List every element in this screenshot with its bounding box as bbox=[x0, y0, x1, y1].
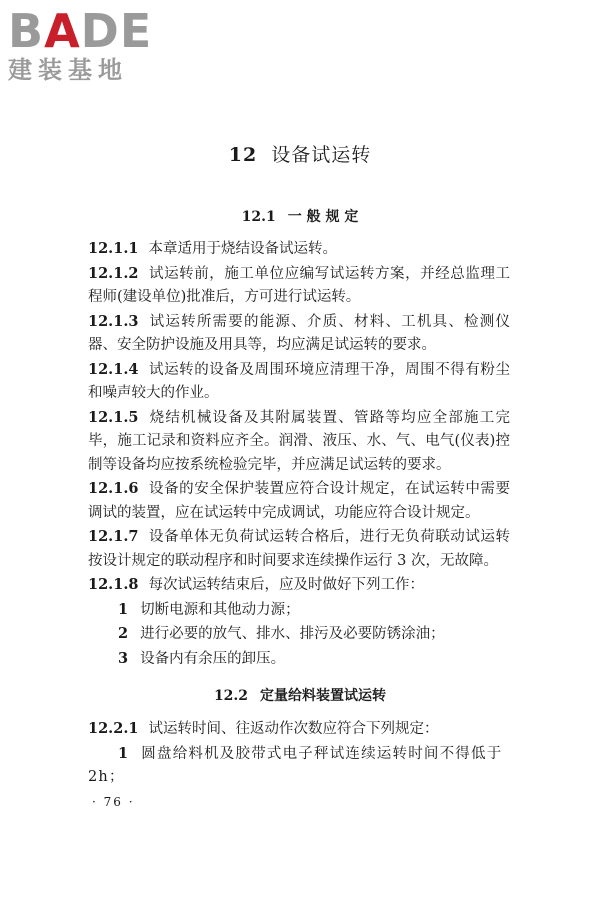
section-title: 定量给料装置试运转 bbox=[260, 688, 387, 704]
clause-12-1-3: 12.1.3 试运转所需要的能源、介质、材料、工机具、检测仪器、安全防护设施及用具等，均应满足试运转的要求。 bbox=[88, 312, 510, 353]
chapter-heading bbox=[0, 140, 600, 167]
chapter-number: 12 bbox=[228, 144, 258, 166]
section-heading-12-1 bbox=[0, 206, 600, 226]
list-item: 3 设备内有余压的卸压。 bbox=[118, 649, 286, 667]
list-item: 1 切断电源和其他动力源； bbox=[118, 600, 300, 618]
section-12-1-body bbox=[88, 237, 510, 671]
clause-12-1-2: 12.1.2 试运转前，施工单位应编写试运转方案，并经总监理工程师(建设单位)批准后，方可进行试运转。 bbox=[88, 264, 510, 305]
clause-12-1-5: 12.1.5 烧结机械设备及其附属装置、管路等均应全部施工完毕，施工记录和资料应齐全。润滑、液压、水、气、电气(仪表)控制等设备均应按系统检验完毕，并应满足试运转的要求。 bbox=[88, 408, 510, 473]
logo-subtitle: 建装基地 bbox=[8, 56, 128, 84]
section-title: 一 般 规 定 bbox=[287, 209, 359, 225]
clause-12-1-7: 12.1.7 设备单体无负荷试运转合格后，进行无负荷联动试运转按设计规定的联动程序和时间要求连续操作运行 3 次，无故障。 bbox=[88, 528, 510, 569]
clause-12-1-8: 12.1.8 每次试运转结束后，应及时做好下列工作： bbox=[88, 576, 424, 593]
logo-accent-letter: A bbox=[44, 4, 81, 58]
chapter-title: 设备试运转 bbox=[271, 144, 372, 166]
section-heading-12-2 bbox=[0, 685, 600, 705]
clause-12-1-4: 12.1.4 试运转的设备及周围环境应清理干净，周围不得有粉尘和噪声较大的作业。 bbox=[88, 360, 510, 401]
clause-12-2-1: 12.2.1 试运转时间、往返动作次数应符合下列规定： bbox=[88, 720, 439, 737]
logo-wordmark: BADE bbox=[8, 4, 153, 58]
list-item: 1 圆盘给料机及胶带式电子秤试连续运转时间不得低于 2h； bbox=[88, 744, 503, 785]
clause-12-1-1: 12.1.1 本章适用于烧结设备试运转。 bbox=[88, 240, 337, 257]
section-12-2-body bbox=[88, 717, 510, 790]
section-number: 12.2 bbox=[213, 688, 249, 704]
section-number: 12.1 bbox=[241, 209, 276, 225]
list-item: 2 进行必要的放气、排水、排污及必要防锈涂油； bbox=[118, 625, 445, 642]
page-number: · 76 · bbox=[92, 795, 135, 809]
logo bbox=[8, 6, 152, 84]
clause-12-1-6: 12.1.6 设备的安全保护装置应符合设计规定，在试运转中需要调试的装置，应在试运转中完成调试，功能应符合设计规定。 bbox=[88, 480, 510, 521]
